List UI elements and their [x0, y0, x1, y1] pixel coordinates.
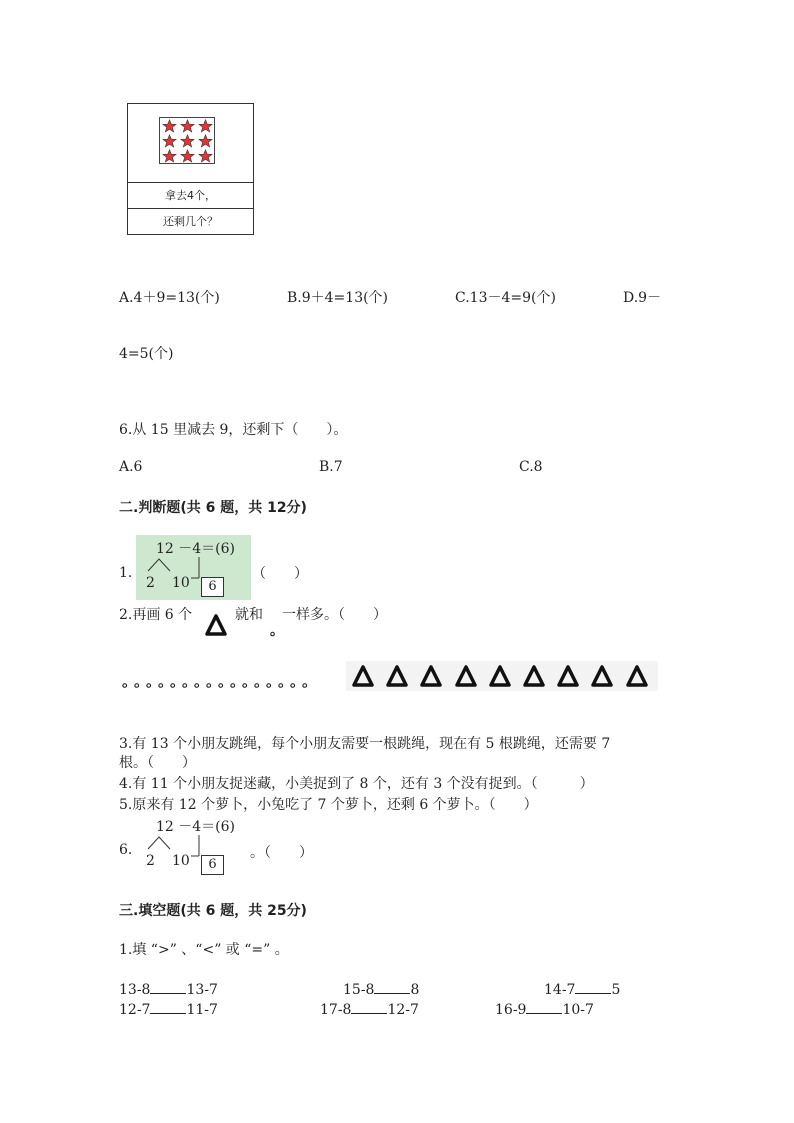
star-icon [198, 134, 213, 148]
decomp-equation: 12 －4＝(6) [156, 541, 236, 557]
option-a: A.4＋9=13(个) [119, 290, 220, 306]
judge-item-5: 5.原来有 12 个萝卜，小兔吃了 7 个萝卜，还剩 6 个萝卜。（ ） [119, 797, 538, 813]
star-grid [159, 117, 215, 164]
small-circle-icon: 。 [254, 672, 270, 690]
small-circle-icon: 。 [302, 672, 318, 690]
answer-blank[interactable] [351, 1000, 387, 1014]
fill-item-1: 1.填 “>” 、“<” 或 “=” 。 [119, 942, 289, 958]
triangle-icon [384, 663, 410, 689]
small-circle-icon: 。 [122, 672, 138, 690]
small-circle-icon: 。 [278, 672, 294, 690]
small-circle-icon: 。 [242, 672, 258, 690]
option-d-start: D.9－ [623, 290, 662, 306]
triangle-icon [350, 663, 376, 689]
compare-right: 10-7 [562, 1002, 594, 1018]
q6-option-c: C.8 [519, 459, 543, 475]
compare-left: 16-9 [495, 1002, 527, 1018]
decomp-answer-box: 6 [201, 577, 224, 597]
question-6-text: 6.从 15 里减去 9，还剩下（ ）。 [119, 422, 348, 438]
compare-left: 13-8 [119, 982, 151, 998]
compare-2-2 [320, 1000, 419, 1018]
triangle-icon [453, 663, 479, 689]
q6-option-a: A.6 [119, 459, 143, 475]
answer-blank[interactable] [575, 980, 611, 994]
q6-option-b: B.7 [319, 459, 343, 475]
judge-item-6-number: 6. [119, 842, 133, 858]
star-icon [180, 149, 195, 163]
small-circle-icon: 。 [270, 623, 284, 639]
judge-item-4: 4.有 11 个小朋友捉迷藏，小美捉到了 8 个，还有 3 个没有捉到。（ ） [119, 776, 594, 792]
small-circle-icon: 。 [266, 672, 282, 690]
option-b: B.9＋4=13(个) [287, 290, 389, 306]
decomp-middle-number: 10 [172, 575, 190, 591]
judge-item-1-paren: （ ） [252, 566, 308, 582]
option-c: C.13－4=9(个) [455, 290, 556, 306]
compare-right: 12-7 [387, 1002, 419, 1018]
compare-left: 14-7 [544, 982, 576, 998]
card-line-take-away: 拿去4个， [128, 183, 253, 209]
star-icon [162, 134, 177, 148]
compare-right: 5 [611, 982, 621, 998]
compare-right: 8 [410, 982, 420, 998]
small-circle-icon: 。 [182, 672, 198, 690]
section-2-heading: 二.判断题(共 6 题，共 12分) [119, 500, 307, 516]
decomp-left-number: 2 [146, 853, 155, 869]
small-circle-icon: 。 [134, 672, 150, 690]
triangle-icon [521, 663, 547, 689]
judge-item-3-line-2: 根。（ ） [119, 755, 196, 771]
compare-left: 15-8 [343, 982, 375, 998]
triangle-icon [487, 663, 513, 689]
compare-right: 11-7 [186, 1002, 218, 1018]
judge-item-2-part-c: 一样多。（ ） [282, 607, 387, 623]
decomp-middle-number: 10 [172, 853, 190, 869]
compare-1-1 [119, 980, 218, 998]
card-line-remaining: 还剩几个？ [163, 215, 218, 228]
compare-1-3 [544, 980, 620, 998]
judge-item-6-paren: 。（ ） [250, 845, 313, 861]
small-circle-icon: 。 [290, 672, 306, 690]
judge-item-2-part-a: 2.再画 6 个 [119, 607, 193, 623]
decomp-left-number: 2 [146, 575, 155, 591]
compare-left: 17-8 [320, 1002, 352, 1018]
answer-blank[interactable] [150, 980, 186, 994]
compare-right: 13-7 [186, 982, 218, 998]
triangle-icon [589, 663, 615, 689]
star-icon [198, 149, 213, 163]
small-circle-icon: 。 [218, 672, 234, 690]
option-d-end: 4=5(个) [119, 346, 174, 362]
compare-2-1 [119, 1000, 218, 1018]
star-icon [198, 119, 213, 133]
decomp-equation: 12 －4＝(6) [156, 819, 236, 835]
star-icon [162, 119, 177, 133]
judge-item-3-line-1: 3.有 13 个小朋友跳绳，每个小朋友需要一根跳绳，现在有 5 根跳绳，还需要 7 [119, 736, 611, 752]
small-circle-icon: 。 [230, 672, 246, 690]
small-circle-icon: 。 [206, 672, 222, 690]
answer-blank[interactable] [374, 980, 410, 994]
small-circle-icon: 。 [170, 672, 186, 690]
star-picture [128, 104, 253, 183]
decomposition-diagram-6 [136, 813, 251, 878]
small-circle-icon: 。 [194, 672, 210, 690]
triangle-icon [418, 663, 444, 689]
decomp-answer-box: 6 [201, 855, 224, 875]
circle-row [122, 670, 318, 691]
star-icon [162, 149, 177, 163]
star-picture-card [127, 103, 254, 235]
compare-1-2 [343, 980, 419, 998]
small-circle-icon: 。 [158, 672, 174, 690]
compare-2-3 [495, 1000, 594, 1018]
triangle-icon [204, 613, 228, 637]
small-circle-icon: 。 [146, 672, 162, 690]
triangle-row [346, 661, 658, 691]
star-icon [180, 134, 195, 148]
answer-blank[interactable] [526, 1000, 562, 1014]
judge-item-2-part-b: 就和 [235, 607, 263, 623]
section-3-heading: 三.填空题(共 6 题，共 25分) [119, 903, 307, 919]
triangle-icon [555, 663, 581, 689]
judge-item-1-number: 1. [119, 565, 133, 581]
decomposition-diagram-1 [136, 535, 251, 600]
answer-blank[interactable] [150, 1000, 186, 1014]
compare-left: 12-7 [119, 1002, 151, 1018]
triangle-icon [624, 663, 650, 689]
star-icon [180, 119, 195, 133]
